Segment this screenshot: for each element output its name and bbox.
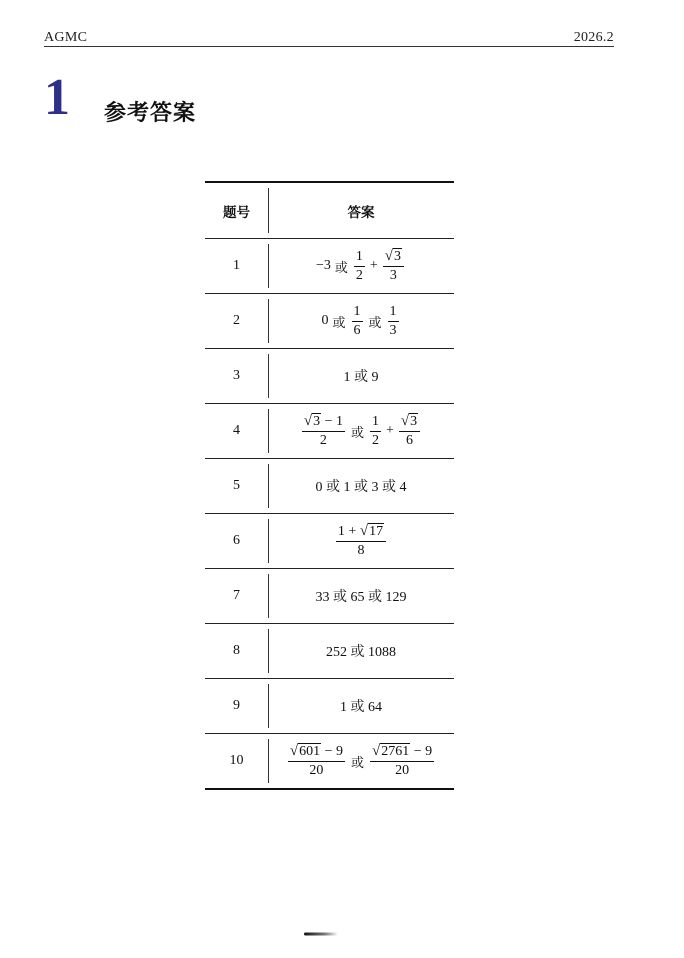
table-row xyxy=(205,734,454,788)
table-header-row xyxy=(205,183,454,239)
answer-cell: √ 601 − 9 20 或 √ 2761 − 9 20 xyxy=(289,743,433,778)
table-row xyxy=(205,679,454,734)
col-header-number: 题号 xyxy=(223,204,250,221)
header-right: 2026.2 xyxy=(573,30,614,45)
table-bottom-rule xyxy=(205,788,454,790)
question-number: 10 xyxy=(229,753,244,768)
answer-cell: 1 或 64 xyxy=(340,700,382,715)
table-row xyxy=(205,239,454,294)
answer-cell: 252 或 1088 xyxy=(326,645,396,660)
question-number: 1 xyxy=(233,258,240,273)
question-number: 2 xyxy=(233,313,240,328)
answer-cell: −3 或 $\frac{1}{2}$ + √ 3 3 xyxy=(268,248,454,284)
answer-cell: √ 3 − 1 2 或 $\frac{1}{2}$ + √ 3 6 xyxy=(268,413,454,449)
table-row xyxy=(205,514,454,569)
col-header-answer: 答案 xyxy=(347,204,375,221)
table-row xyxy=(205,404,454,459)
section-title: 参考答案 xyxy=(104,101,197,126)
question-number: 3 xyxy=(233,368,240,383)
question-number: 5 xyxy=(233,478,240,493)
header-rule xyxy=(44,46,614,47)
answer-cell: 0 或 $\frac{1}{6}$ 或 $\frac{1}{3}$ xyxy=(321,303,397,338)
answer-cell: 0 或 1 或 3 或 4 xyxy=(315,480,407,495)
question-number: 4 xyxy=(233,423,240,438)
page-marker-icon xyxy=(304,931,338,937)
section-number: 1 xyxy=(44,69,70,126)
table-row xyxy=(205,294,454,349)
header-left: AGMC xyxy=(44,30,88,45)
question-number: 6 xyxy=(233,533,240,548)
question-number: 8 xyxy=(233,643,240,658)
answer-cell: 33 或 65 或 129 xyxy=(315,590,407,605)
table-row xyxy=(205,459,454,514)
answer-cell: 1 + √ 17 8 xyxy=(268,523,454,559)
answer-cell: 1 或 9 xyxy=(343,370,379,385)
table-row xyxy=(205,624,454,679)
question-number: 7 xyxy=(233,588,240,603)
question-number: 9 xyxy=(233,698,240,713)
table-row xyxy=(205,569,454,624)
table-row xyxy=(205,349,454,404)
answer-table xyxy=(205,181,454,790)
